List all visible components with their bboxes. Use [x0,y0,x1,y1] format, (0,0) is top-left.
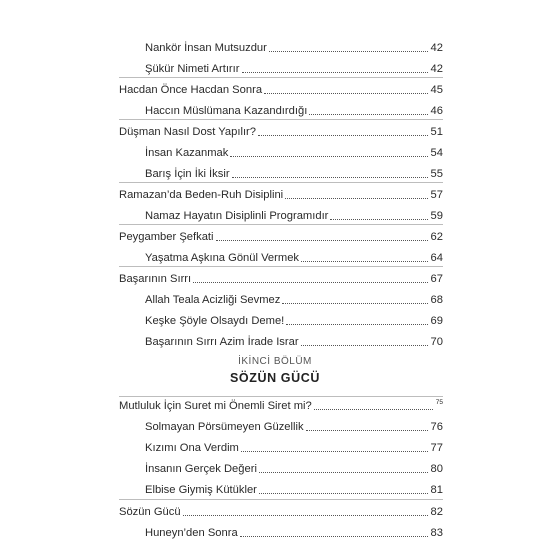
toc-entry-page: 64 [430,252,443,264]
dot-leader [259,492,428,494]
toc-entry-title: Mutluluk İçin Suret mi Önemli Siret mi? [119,400,312,412]
toc-entry-title: Sözün Gücü [119,506,181,518]
toc-entry [145,34,443,55]
toc-entry-title: Hacdan Önce Hacdan Sonra [119,84,263,96]
dot-leader [286,323,427,325]
dot-leader [240,535,428,537]
toc-entry-page: 45 [430,84,443,96]
dot-leader [232,176,428,178]
toc-entry-page: 46 [430,105,443,117]
toc-entry [145,160,443,181]
toc-entry [145,55,443,76]
dot-leader [183,514,428,516]
toc-entry [145,307,443,328]
dot-leader [330,218,427,220]
toc-entry-title: Kızımı Ona Verdim [145,442,239,454]
toc-entry-title: Başarının Sırrı [119,273,192,285]
toc-entry-page: 69 [430,315,443,327]
dot-leader [241,450,428,452]
toc-chapter-entry [119,223,443,244]
toc-entry [145,328,443,349]
toc-entry-title: Haccın Müslümana Kazandırdığı [145,105,308,117]
dot-leader [285,197,427,199]
toc-entry-title: İnsan Kazanmak [145,147,229,159]
dot-leader [259,471,428,473]
dot-leader [216,239,428,241]
toc-chapter-entry [119,265,443,286]
toc-entry-title: Allah Teala Acizliği Sevmez [145,294,281,306]
toc-entry-page: 55 [430,168,443,180]
toc-entry-title: Şükür Nimeti Artırır [145,63,240,75]
toc-entry [145,519,443,540]
dot-leader [269,50,428,52]
dot-leader [301,344,428,346]
toc-entry-title: Barış İçin İki İksir [145,168,230,180]
toc-entry-title: Nankör İnsan Mutsuzdur [145,42,267,54]
toc-chapter-entry [119,76,443,97]
section-title: SÖZÜN GÜCÜ [229,371,321,385]
toc-entry-title: Keşke Şöyle Olsaydı Deme! [145,315,285,327]
toc-entry [145,455,443,476]
toc-entry-page: 82 [430,506,443,518]
toc-entry-title: Başarının Sırrı Azim İrade Israr [145,336,299,348]
toc-chapter-entry [119,498,443,519]
toc-entry-page: 59 [430,210,443,222]
toc-chapter-entry [119,181,443,202]
dot-leader [309,113,427,115]
toc-entry-title: Elbise Giymiş Kütükler [145,484,257,496]
toc-entry [145,139,443,160]
toc-entry-title: Düşman Nasıl Dost Yapılır? [119,126,256,138]
toc-entry-title: Yaşatma Aşkına Gönül Vermek [145,252,300,264]
toc-entry-page: 42 [430,63,443,75]
toc-entry-page: 77 [430,442,443,454]
toc-entry-page: 80 [430,463,443,475]
section-label: İKİNCİ BÖLÜM [238,356,312,367]
toc-entry-page: 70 [430,336,443,348]
toc-entry-page: 75 [435,399,443,406]
toc-entry-page: 54 [430,147,443,159]
toc-chapter-entry [119,392,443,413]
toc-entry-page: 76 [430,421,443,433]
dot-leader [193,281,427,283]
toc-entry-title: Ramazan’da Beden-Ruh Disiplini [119,189,284,201]
toc-entry-page: 68 [430,294,443,306]
toc-entry-page: 51 [430,126,443,138]
toc-entry-page: 57 [430,189,443,201]
toc-entry-title: Peygamber Şefkati [119,231,214,243]
toc-entry-page: 81 [430,484,443,496]
toc-chapter-entry [119,118,443,139]
dot-leader [264,92,428,94]
dot-leader [230,155,427,157]
toc-entry [145,97,443,118]
toc-entry [145,413,443,434]
toc-entry [145,202,443,223]
dot-leader [258,134,428,136]
toc-entry [145,244,443,265]
toc-entry-page: 83 [430,527,443,539]
toc-entry-page: 62 [430,231,443,243]
toc-entry-page: 67 [430,273,443,285]
toc-entry-title: İnsanın Gerçek Değeri [145,463,257,475]
toc-entry [145,286,443,307]
toc-entry-title: Solmayan Pörsümeyen Güzellik [145,421,304,433]
toc-entry [145,434,443,455]
dot-leader [282,302,427,304]
dot-leader [301,260,428,262]
toc-entry-title: Namaz Hayatın Disiplinli Programıdır [145,210,329,222]
dot-leader [242,71,428,73]
toc-entry-page: 42 [430,42,443,54]
toc-entry [145,476,443,497]
dot-leader [306,429,428,431]
toc-entry-title: Huneyn’den Sonra [145,527,238,539]
dot-leader [314,408,433,410]
